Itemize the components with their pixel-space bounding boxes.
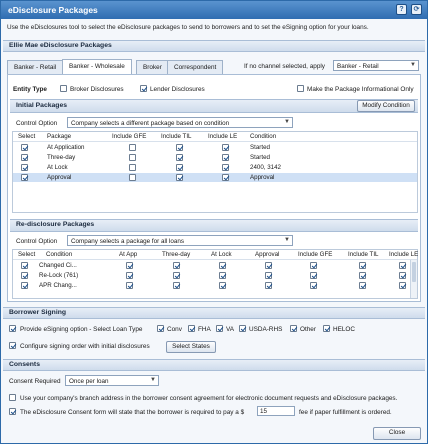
section-header-packages: Ellie Mae eDisclosure Packages [3, 40, 425, 52]
lender-disclosures-checkbox[interactable] [140, 85, 147, 92]
title-bar [1, 1, 427, 19]
initial-packages-header: Initial Packages [10, 99, 418, 113]
branch-address-checkbox[interactable] [9, 394, 16, 401]
help-icon[interactable]: ? [396, 4, 407, 15]
refresh-icon[interactable]: ⟳ [411, 4, 422, 15]
table-row[interactable] [13, 143, 417, 152]
package-checkbox[interactable] [219, 262, 226, 269]
col-condition: Condition [46, 251, 73, 258]
initial-packages-table [12, 131, 418, 213]
paper-fee-label: The eDisclosure Consent form will state that the borrower is required to pay a $ [20, 409, 245, 416]
informational-checkbox[interactable] [297, 85, 304, 92]
channel-label: If no channel selected, apply [244, 63, 326, 70]
package-checkbox[interactable] [173, 262, 180, 269]
chevron-down-icon: ▼ [150, 377, 156, 383]
package-name: Three-day [47, 154, 76, 161]
broker-disclosures-label: Broker Disclosures [70, 86, 124, 93]
include-til-checkbox[interactable] [176, 154, 183, 161]
package-checkbox[interactable] [310, 282, 317, 289]
condition-value: Re-Lock (761) [39, 272, 79, 279]
consents-header: Consents [3, 359, 425, 371]
select-checkbox[interactable] [21, 144, 28, 151]
package-checkbox[interactable] [265, 272, 272, 279]
col-include-le: Include LE [208, 133, 238, 140]
borrower-signing-header: Borrower Signing [3, 307, 425, 319]
table-row[interactable] [13, 281, 417, 290]
include-til-checkbox[interactable] [176, 174, 183, 181]
loan-type-other-checkbox[interactable] [290, 325, 297, 332]
condition-value: Changed Ci... [39, 262, 77, 269]
entity-type-label: Entity Type [13, 86, 47, 93]
loan-type-label: VA [226, 326, 235, 333]
loan-type-label: FHA [198, 326, 211, 333]
loan-type-label: Conv [167, 326, 182, 333]
col-condition: Condition [250, 133, 277, 140]
chevron-down-icon: ▼ [284, 119, 290, 125]
redisclosure-scrollbar[interactable] [410, 260, 417, 298]
broker-disclosures-checkbox[interactable] [60, 85, 67, 92]
condition-value: Started [250, 154, 270, 161]
package-checkbox[interactable] [265, 262, 272, 269]
table-row[interactable] [13, 153, 417, 162]
col-at-app: At App [119, 251, 138, 258]
col-at-lock: At Lock [211, 251, 232, 258]
condition-value: Started [250, 144, 270, 151]
loan-type-va-checkbox[interactable] [216, 325, 223, 332]
tab-panel [7, 74, 421, 302]
select-checkbox[interactable] [21, 154, 28, 161]
include-le-checkbox[interactable] [222, 144, 229, 151]
col-select: Select [18, 133, 36, 140]
consent-required-value: Once per loan [69, 377, 109, 385]
select-checkbox[interactable] [21, 272, 28, 279]
initial-table-header [13, 132, 417, 142]
informational-label: Make the Package Informational Only [307, 86, 414, 93]
initial-control-value: Company selects a different package based on condition [71, 119, 230, 127]
loan-type-label: HELOC [333, 326, 356, 333]
package-checkbox[interactable] [126, 262, 133, 269]
scrollbar-thumb[interactable] [412, 262, 416, 282]
package-checkbox[interactable] [219, 272, 226, 279]
condition-value: APR Chang... [39, 282, 77, 289]
select-checkbox[interactable] [21, 262, 28, 269]
package-name: Approval [47, 174, 72, 181]
esign-option-label: Provide eSigning option - Select Loan Type [20, 326, 143, 333]
col-include-gfe: Include GFE [298, 251, 333, 258]
col-package: Package [47, 133, 72, 140]
table-row[interactable] [13, 261, 417, 270]
loan-type-conv-checkbox[interactable] [157, 325, 164, 332]
package-checkbox[interactable] [399, 282, 406, 289]
redisclosure-control-label: Control Option [16, 238, 58, 245]
package-name: At Lock [47, 164, 68, 171]
include-til-checkbox[interactable] [176, 144, 183, 151]
col-include-le: Include LE [389, 251, 419, 258]
col-include-gfe: Include GFE [112, 133, 147, 140]
package-checkbox[interactable] [265, 282, 272, 289]
package-checkbox[interactable] [310, 262, 317, 269]
package-checkbox[interactable] [126, 282, 133, 289]
tab-banker-retail[interactable]: Banker - Retail [7, 60, 63, 74]
redisclosure-table-header [13, 250, 417, 260]
branch-address-label: Use your company's branch address in the borrower consent agreement for electronic document requests and eDisclosure packages. [20, 395, 398, 402]
channel-dropdown[interactable] [333, 60, 419, 71]
package-name: At Application [47, 144, 85, 151]
redisclosure-table [12, 249, 418, 299]
condition-value: 2400, 3142 [250, 164, 281, 171]
col-three-day: Three-day [162, 251, 191, 258]
package-checkbox[interactable] [219, 282, 226, 289]
tab-banker-wholesale[interactable]: Banker - Wholesale [62, 59, 132, 74]
initial-control-dropdown[interactable] [67, 117, 293, 128]
include-gfe-checkbox[interactable] [129, 174, 136, 181]
col-select: Select [18, 251, 36, 258]
include-gfe-checkbox[interactable] [129, 144, 136, 151]
loan-type-usda-rhs-checkbox[interactable] [239, 325, 246, 332]
redisclosure-control-dropdown[interactable] [67, 235, 293, 246]
condition-value: Approval [250, 174, 275, 181]
package-checkbox[interactable] [399, 262, 406, 269]
chevron-down-icon: ▼ [410, 62, 416, 68]
select-checkbox[interactable] [21, 174, 28, 181]
col-include-til: Include TIL [161, 133, 192, 140]
close-button[interactable]: Close [373, 427, 421, 440]
package-checkbox[interactable] [359, 282, 366, 289]
channel-value: Banker - Retail [337, 62, 379, 70]
package-checkbox[interactable] [126, 272, 133, 279]
include-gfe-checkbox[interactable] [129, 164, 136, 171]
include-til-checkbox[interactable] [176, 164, 183, 171]
select-checkbox[interactable] [21, 282, 28, 289]
consent-required-dropdown[interactable] [65, 375, 159, 386]
lender-disclosures-label: Lender Disclosures [150, 86, 205, 93]
tab-correspondent[interactable]: Correspondent [167, 60, 223, 74]
include-le-checkbox[interactable] [222, 154, 229, 161]
redisclosure-header: Re-disclosure Packages [10, 219, 418, 232]
loan-type-label: USDA-RHS [249, 326, 283, 333]
paper-fee-input[interactable]: 15 [257, 406, 295, 416]
configure-signing-checkbox[interactable] [9, 342, 16, 349]
package-checkbox[interactable] [310, 272, 317, 279]
select-checkbox[interactable] [21, 164, 28, 171]
window-description: Use the eDisclosures tool to select the eDisclosure packages to send to borrowers and to set the eSigning option for your loans. [7, 24, 369, 31]
include-gfe-checkbox[interactable] [129, 154, 136, 161]
include-le-checkbox[interactable] [222, 174, 229, 181]
loan-type-heloc-checkbox[interactable] [323, 325, 330, 332]
col-include-til: Include TIL [348, 251, 379, 258]
configure-signing-label: Configure signing order with initial disclosures [20, 343, 150, 350]
paper-fee-checkbox[interactable] [9, 408, 16, 415]
redisclosure-control-value: Company selects a package for all loans [71, 237, 185, 245]
loan-type-label: Other [300, 326, 316, 333]
loan-type-fha-checkbox[interactable] [188, 325, 195, 332]
paper-fee-suffix: fee if paper fulfillment is ordered. [299, 409, 392, 416]
package-checkbox[interactable] [399, 272, 406, 279]
package-checkbox[interactable] [173, 272, 180, 279]
table-row[interactable] [13, 173, 417, 182]
esign-option-checkbox[interactable] [9, 325, 16, 332]
select-states-button[interactable]: Select States [166, 341, 216, 353]
table-row[interactable] [13, 271, 417, 280]
package-checkbox[interactable] [359, 272, 366, 279]
include-le-checkbox[interactable] [222, 164, 229, 171]
tab-broker[interactable]: Broker [136, 60, 169, 74]
package-checkbox[interactable] [173, 282, 180, 289]
chevron-down-icon: ▼ [284, 237, 290, 243]
window-title: eDisclosure Packages [8, 5, 98, 15]
package-checkbox[interactable] [359, 262, 366, 269]
modify-condition-button[interactable]: Modify Condition [357, 100, 415, 112]
col-approval: Approval [255, 251, 280, 258]
consent-required-label: Consent Required [9, 378, 61, 385]
initial-control-label: Control Option [16, 120, 58, 127]
table-row[interactable] [13, 163, 417, 172]
